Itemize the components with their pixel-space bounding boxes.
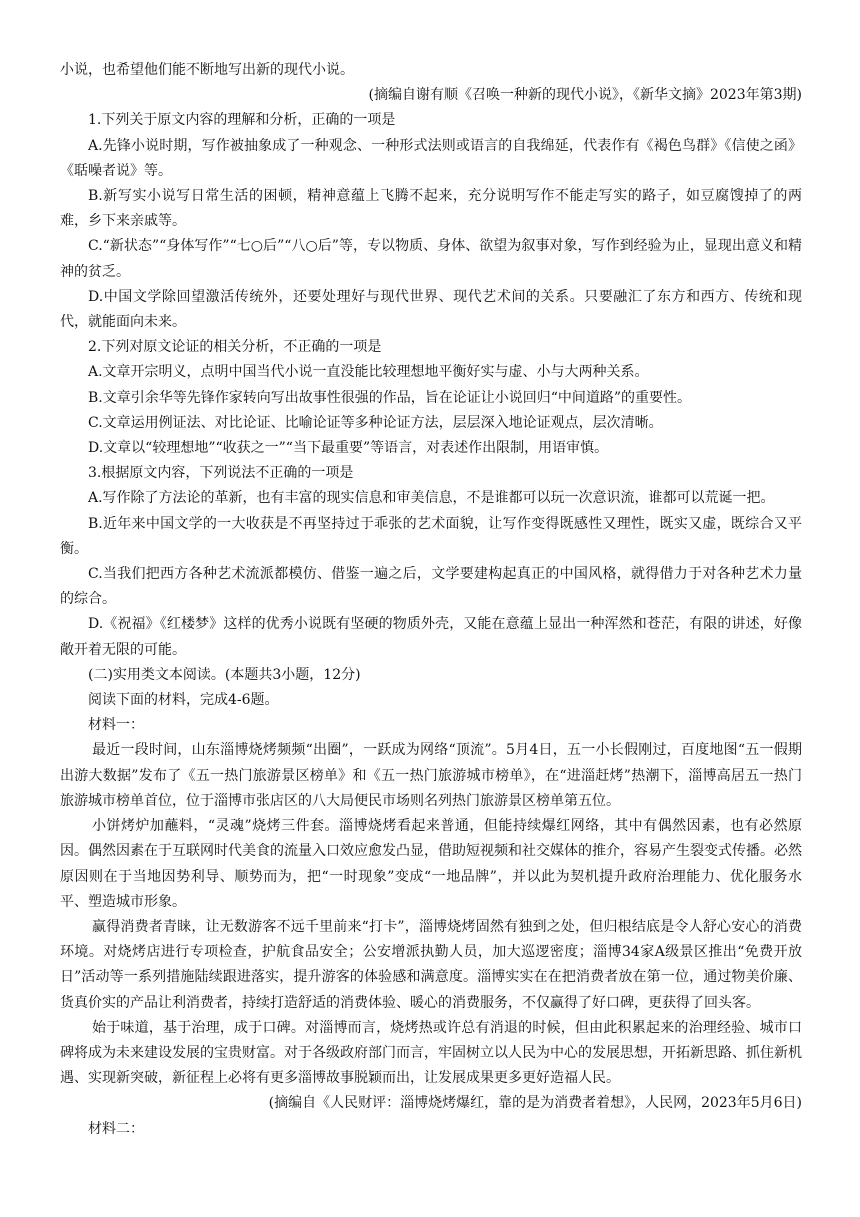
- question-3-option-c: C.当我们把西方各种艺术流派都模仿、借鉴一遍之后，文学要建构起真正的中国风格，就得借力于对各种艺术力量的综合。: [60, 566, 802, 608]
- material-1-label: 材料一：: [88, 717, 144, 734]
- material-1-paragraph-2: 小饼烤炉加蘸料，“灵魂”烧烤三件套。淄博烧烤看起来普通，但能持续爆红网络，其中有偶然因素，也有必然原因。偶然因素在于互联网时代美食的流量入口效应愈发凸显，借助短视频和社交媒体的推介，容易产生裂变式传播。必然原因则在于当地因势利导、顺势而为，把“一时现象”变成“一地品牌”，并以此为契机提升政府治理能力、优化服务水平、塑造城市形象。: [60, 818, 802, 910]
- question-3-option-a: A.写作除了方法论的革新，也有丰富的现实信息和审美信息，不是谁都可以玩一次意识流，谁都可以荒诞一把。: [88, 490, 775, 507]
- material-1-paragraph-4: 始于味道，基于治理，成于口碑。对淄博而言，烧烤热或许总有消退的时候，但由此积累起来的治理经验、城市口碑将成为未来建设发展的宝贵财富。对于各级政府部门而言，牢固树立以人民为中心的发展思想，开拓新思路、抓住新机遇、实现新突破，新征程上必将有更多淄博故事脱颖而出，让发展成果更多更好造福人民。: [60, 1019, 802, 1087]
- question-2-option-d: D.文章以“较理想地”“收获之一”“当下最重要”等语言，对表述作出限制，用语审慎。: [88, 440, 609, 457]
- material-2-label: 材料二：: [88, 1120, 144, 1137]
- question-3-stem: 3.根据原文内容，下列说法不正确的一项是: [88, 465, 354, 482]
- material-1-paragraph-1: 最近一段时间，山东淄博烧烤频频“出圈”，一跃成为网络“顶流”。5月4日，五一小长假刚过，百度地图“五一假期出游大数据”发布了《五一热门旅游景区榜单》和《五一热门旅游城市榜单》，在“进淄赶烤”热潮下，淄博高居五一热门旅游城市榜单首位，位于淄博市张店区的八大局便民市场则名列热门旅游景区榜单第五位。: [60, 742, 802, 809]
- question-1-option-d: D.中国文学除回望激活传统外，还要处理好与现代世界、现代艺术间的关系。只要融汇了东方和西方、传统和现代，就能面向未来。: [60, 288, 802, 331]
- section-instruction: 阅读下面的材料，完成4-6题。: [88, 692, 279, 709]
- question-2-option-c: C.文章运用例证法、对比论证、比喻论证等多种论证方法，层层深入地论证观点，层次清晰。: [88, 414, 663, 431]
- section-heading: (二)实用类文本阅读。(本题共3小题，12分): [88, 666, 361, 683]
- question-2-option-a: A.文章开宗明义，点明中国当代小说一直没能比较理想地平衡好实与虚、小与大两种关系。: [88, 364, 649, 381]
- question-1-stem: 1.下列关于原文内容的理解和分析，正确的一项是: [88, 112, 396, 129]
- question-3-option-d: D.《祝福》《红楼梦》这样的优秀小说既有坚硬的物质外壳，又能在意蕴上显出一种浑然和苍茫，有限的讲述，好像敞开着无限的可能。: [60, 616, 802, 658]
- question-2-stem: 2.下列对原文论证的相关分析，不正确的一项是: [88, 339, 382, 356]
- text-line-0: 小说，也希望他们能不断地写出新的现代小说。: [60, 62, 354, 78]
- question-3-option-b: B.近年来中国文学的一大收获是不再坚持过于乖张的艺术面貌，让写作变得既感性又理性，既实又虚，既综合又平衡。: [60, 515, 802, 557]
- source-citation-2: (摘编自《人民财评：淄博烧烤爆红，靠的是为消费者着想》，人民网，2023年5月6日): [268, 1095, 802, 1112]
- material-1-paragraph-3: 赢得消费者青睐，让无数游客不远千里前来“打卡”，淄博烧烤固然有独到之处，但归根结底是令人舒心安心的消费环境。对烧烤店进行专项检查，护航食品安全；公安增派执勤人员，加大巡逻密度；淄博34家A级景区推出“免费开放日”活动等一系列措施陆续跟进落实，提升游客的体验感和满意度。淄博实实在在把消费者放在第一位，通过物美价廉、货真价实的产品让利消费者，持续打造舒适的消费体验、暖心的消费服务，不仅赢得了好口碑，更获得了回头客。: [60, 918, 802, 1011]
- question-1-option-a: A.先锋小说时期，写作被抽象成了一种观念、一种形式法则或语言的自我绵延，代表作有《褐色鸟群》《信使之函》《聒噪者说》等。: [60, 137, 802, 179]
- question-2-option-b: B.文章引余华等先锋作家转向写出故事性很强的作品，旨在论证让小说回归“中间道路”的重要性。: [88, 389, 692, 406]
- question-1-option-b: B.新写实小说写日常生活的困顿，精神意蕴上飞腾不起来，充分说明写作不能走写实的路子，如豆腐馊掉了的两难，乡下来亲戚等。: [60, 188, 802, 230]
- question-1-option-c: C.“新状态”“身体写作”“七○后”“八○后”等，专以物质、身体、欲望为叙事对象，写作到经验为止，显现出意义和精神的贫乏。: [60, 238, 802, 280]
- source-citation-1: (摘编自谢有顺《召唤一种新的现代小说》，《新华文摘》2023年第3期): [368, 87, 802, 104]
